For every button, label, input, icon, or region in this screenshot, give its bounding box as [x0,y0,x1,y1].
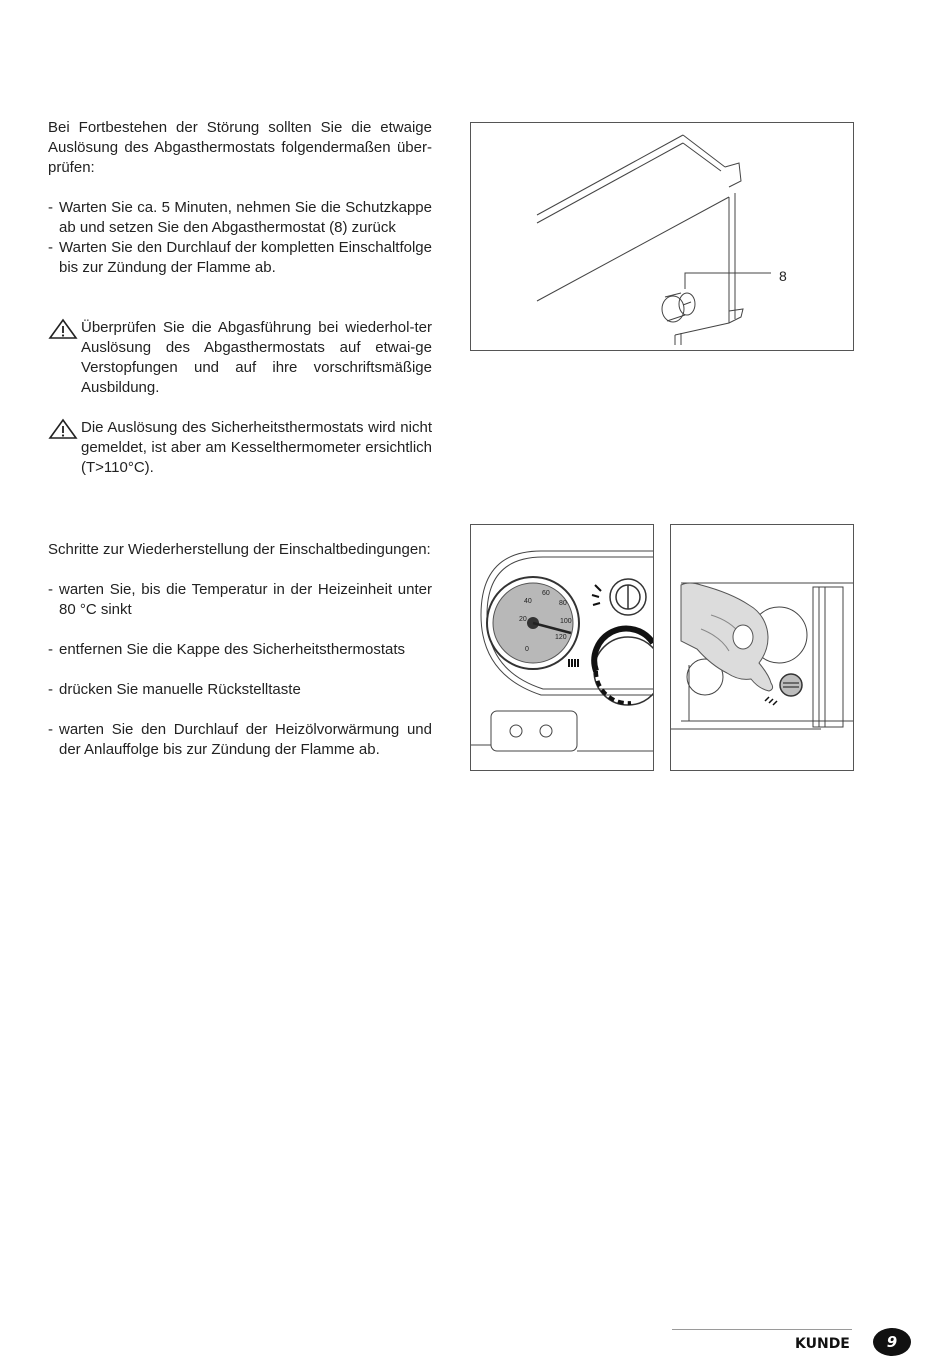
list-dash: - [48,681,53,698]
figure-reset-button [670,524,854,771]
restore-steps-list [48,580,432,760]
figure-control-panel [470,524,654,771]
section-label: KUNDE [795,1336,850,1352]
control-panel-illustration [471,525,653,770]
svg-text:80: 80 [559,600,567,607]
svg-text:40: 40 [524,598,532,605]
list-dash: - [48,721,53,738]
callout-label: 8 [779,268,787,284]
list-item: - drücken Sie manuelle Rückstelltaste [48,681,301,698]
list-dash: - [48,199,53,216]
intro-paragraph: Bei Fortbestehen der Störung sollten Sie die etwaige Auslösung des Abgasthermostats folgendermaßen über-prüfen: [48,119,432,176]
figure-flue-thermostat [470,122,854,351]
reset-hand-illustration [671,525,853,770]
restore-intro: Schritte zur Wiederherstellung der Einschaltbedingungen: [48,541,431,558]
reset-steps-list [48,198,432,278]
footer-rule [672,1329,852,1330]
svg-text:20: 20 [519,616,527,623]
list-dash: - [48,239,53,256]
svg-text:120: 120 [555,634,567,641]
list-item: - entfernen Sie die Kappe des Sicherheitsthermostats [48,641,406,658]
page-number-badge [872,1327,912,1357]
warning-note: Die Auslösung des Sicherheitsthermostats wird nicht gemeldet, ist aber am Kesselthermometer ersichtlich (T>110°C). [48,418,432,478]
list-dash: - [48,581,53,598]
boiler-casing-illustration [471,123,853,350]
list-item: - Warten Sie den Durchlauf der kompletten Einschaltfolge bis zur Zündung der Flamme ab. [48,239,432,276]
list-item: - Warten Sie ca. 5 Minuten, nehmen Sie die Schutzkappe ab und setzen Sie den Abgasthermostat (8) zurück [48,199,432,236]
list-item: - warten Sie den Durchlauf der Heizölvorwärmung und der Anlauffolge bis zur Zündung der Flamme ab. [48,721,432,758]
page-number: 9 [886,1333,898,1351]
svg-text:0: 0 [525,646,529,653]
warning-note: Überprüfen Sie die Abgasführung bei wiederhol-ter Auslösung des Abgasthermostats auf etwai-ge Verstopfungen und auf ihre vorschriftsmäßige Ausbildung. [48,318,432,398]
list-dash: - [48,641,53,658]
list-item: - warten Sie, bis die Temperatur in der Heizeinheit unter 80 °C sinkt [48,581,432,618]
warning-icon [48,318,78,340]
warning-icon [48,418,78,440]
svg-text:60: 60 [542,590,550,597]
svg-text:100: 100 [560,618,572,625]
